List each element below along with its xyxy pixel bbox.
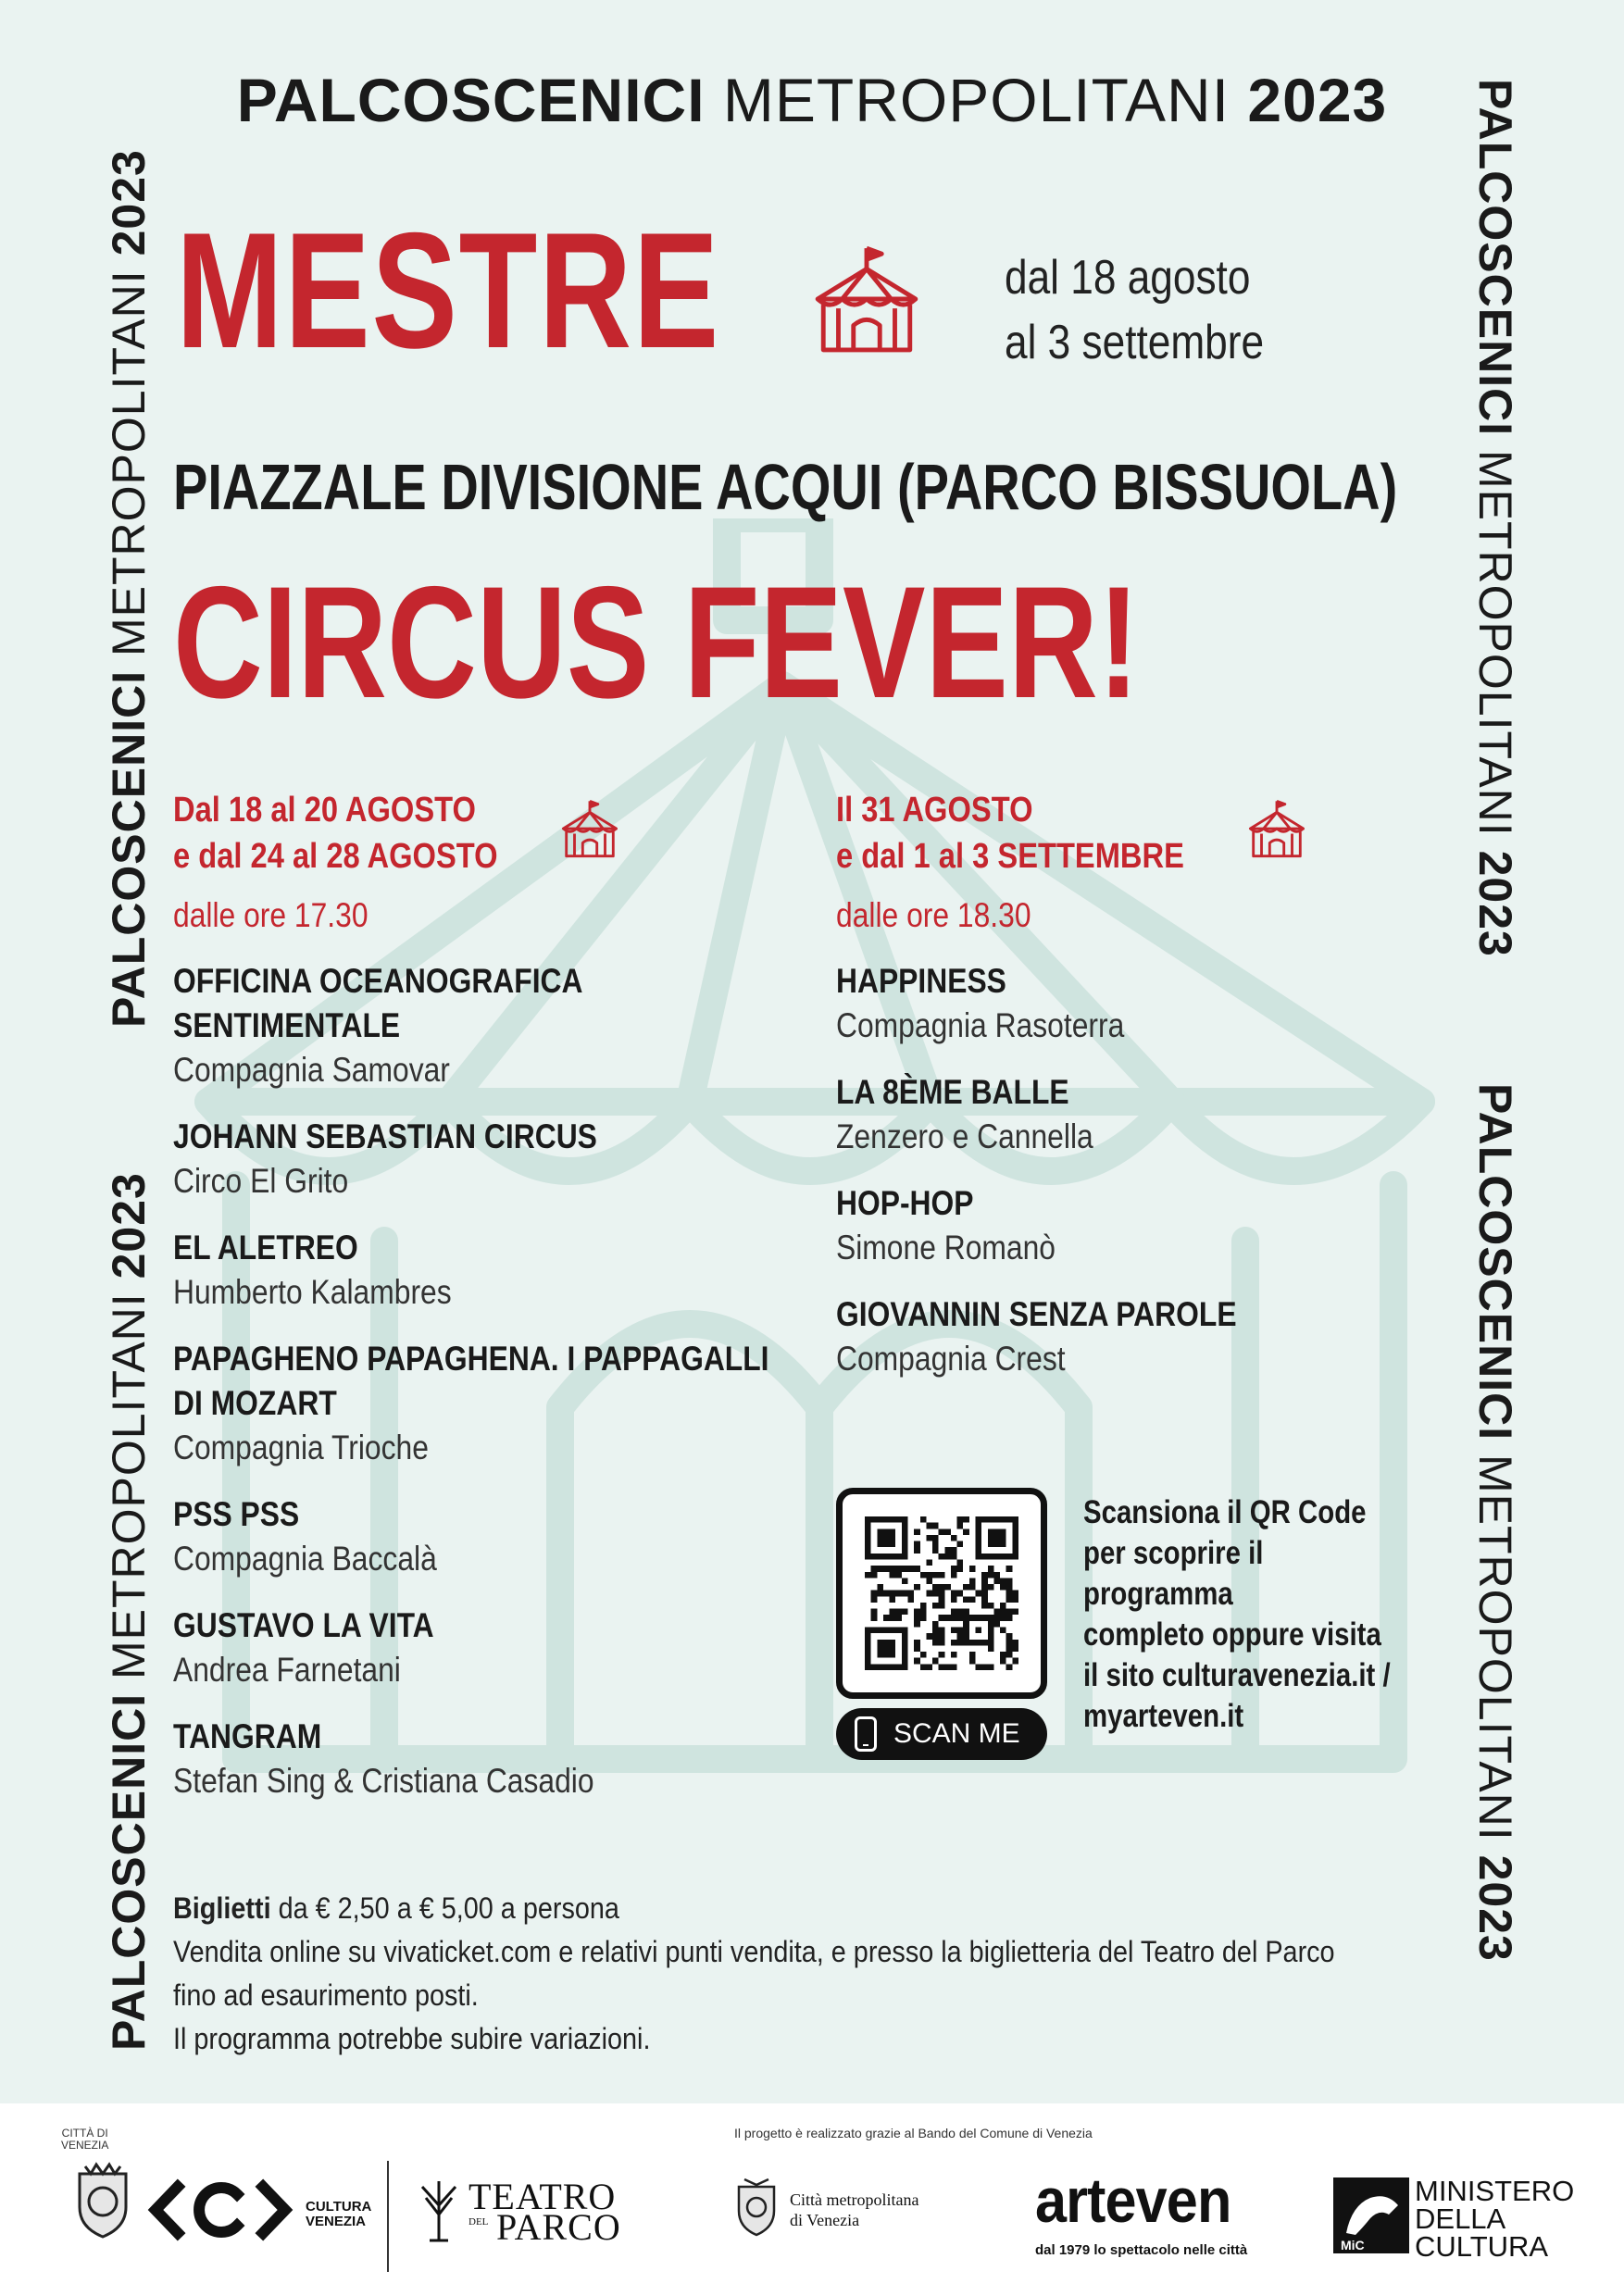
show-title: PSS PSS <box>173 1495 300 1533</box>
show-item <box>836 1292 1429 1381</box>
metro-logo-line2: di Venezia <box>790 2211 860 2229</box>
brand-bold: PALCOSCENICI <box>236 66 706 134</box>
show-company: Compagnia Samovar <box>173 1051 450 1089</box>
sponsor-footer <box>0 2103 1624 2296</box>
show-title: HAPPINESS <box>836 962 1006 1000</box>
show-item <box>173 1603 877 1692</box>
show-title: TANGRAM <box>173 1717 322 1755</box>
venezia-crest-logo <box>72 2161 133 2239</box>
qr-code-icon <box>865 1516 1018 1670</box>
circus-tent-icon <box>559 798 620 859</box>
show-title: GUSTAVO LA VITA <box>173 1606 434 1644</box>
teatro-logo-line1: TEATRO <box>468 2176 617 2217</box>
hours-right: dalle ore 18.30 <box>836 896 1031 934</box>
show-company: Simone Romanò <box>836 1229 1056 1267</box>
footer-note: Il progetto è realizzato grazie al Bando del Comune di Venezia <box>734 2126 1093 2140</box>
svg-text:MiC: MiC <box>1341 2238 1365 2252</box>
show-item <box>836 1070 1429 1159</box>
show-company: Stefan Sing & Cristiana Casadio <box>173 1762 594 1800</box>
circus-tent-icon <box>1246 798 1307 859</box>
program-disclaimer: Il programma potrebbe subire variazioni. <box>173 2022 651 2055</box>
cultura-venezia-logo <box>146 2177 294 2242</box>
ticket-price: da € 2,50 a € 5,00 a persona <box>278 1891 619 1925</box>
show-company: Compagnia Baccalà <box>173 1540 437 1578</box>
show-company: Compagnia Trioche <box>173 1429 429 1466</box>
metro-logo-line1: Città metropolitana <box>790 2190 919 2209</box>
ticket-sales: Vendita online su vivaticket.com e relativi punti vendita, e presso la biglietteria del Teatro del Parco fino ad esaurimento posti. <box>173 1935 1335 2012</box>
show-item <box>173 1115 877 1204</box>
festival-dates: dal 18 agosto al 3 settembre <box>1005 251 1265 369</box>
left-frame-title-1: PALCOSCENICI METROPOLITANI 2023 <box>103 149 155 1028</box>
show-title: JOHANN SEBASTIAN CIRCUS <box>173 1117 597 1155</box>
footer-divider <box>387 2161 389 2272</box>
phone-icon <box>855 1716 877 1752</box>
brand-year: 2023 <box>1247 66 1388 134</box>
teatro-logo-del: DEL <box>468 2216 489 2227</box>
arteven-logo: arteven <box>1035 2165 1231 2236</box>
show-title: HOP-HOP <box>836 1184 974 1222</box>
show-title: EL ALETREO <box>173 1229 358 1267</box>
arteven-tagline: dal 1979 lo spettacolo nelle città <box>1035 2242 1248 2258</box>
show-title: GIOVANNIN SENZA PAROLE <box>836 1295 1237 1333</box>
show-list-right <box>836 959 1429 1381</box>
venue-title: PIAZZALE DIVISIONE ACQUI (PARCO BISSUOLA) <box>173 451 1398 523</box>
show-item <box>173 1492 877 1581</box>
show-title: LA 8ÈME BALLE <box>836 1073 1069 1111</box>
top-frame-title <box>0 65 1624 135</box>
mic-logo <box>1333 2177 1409 2253</box>
teatro-logo-line2: PARCO <box>496 2206 621 2248</box>
scan-me-button[interactable] <box>836 1708 1047 1760</box>
show-item <box>173 1337 877 1470</box>
qr-instructions: Scansiona il QR Code per scoprire il programma completo oppure visita il sito culturavenezia.it / myarteven.it <box>1083 1494 1391 1734</box>
show-title: OFFICINA OCEANOGRAFICA SENTIMENTALE <box>173 962 582 1044</box>
show-item <box>836 1181 1429 1270</box>
show-list-left <box>173 959 877 1803</box>
citta-venezia-label: CITTÀ DI VENEZIA <box>61 2127 109 2152</box>
show-company: Compagnia Crest <box>836 1340 1066 1378</box>
metro-crest-logo <box>735 2174 778 2237</box>
tickets-label: Biglietti <box>173 1891 271 1925</box>
show-title: CIRCUS FEVER! <box>173 554 1140 731</box>
ministero-text: MINISTERO DELLA CULTURA <box>1415 2175 1575 2263</box>
tree-icon <box>417 2177 461 2242</box>
circus-tent-icon <box>810 243 923 356</box>
brand-light: METROPOLITANI <box>722 66 1230 134</box>
show-title: PAPAGHENO PAPAGHENA. I PAPPAGALLI DI MOZART <box>173 1340 769 1422</box>
period-right: Il 31 AGOSTO e dal 1 al 3 SETTEMBRE <box>836 791 1184 876</box>
left-frame-title-2: PALCOSCENICI METROPOLITANI 2023 <box>103 1172 155 2051</box>
schedule-right-column <box>836 787 1429 1381</box>
show-item <box>173 1715 877 1803</box>
show-company: Andrea Farnetani <box>173 1651 401 1689</box>
cultura-venezia-text: CULTURA VENEZIA <box>306 2199 372 2229</box>
qr-code[interactable] <box>836 1488 1047 1699</box>
right-frame-title-2: PALCOSCENICI METROPOLITANI 2023 <box>1469 1083 1521 1962</box>
period-left: Dal 18 al 20 AGOSTO e dal 24 al 28 AGOSTO <box>173 791 498 876</box>
show-item <box>173 1226 877 1315</box>
show-item <box>836 959 1429 1048</box>
show-company: Zenzero e Cannella <box>836 1117 1093 1155</box>
show-item <box>173 959 877 1092</box>
ticket-info <box>173 1887 1356 2061</box>
city-title: MESTRE <box>176 198 720 382</box>
show-company: Circo El Grito <box>173 1162 349 1200</box>
right-frame-title-1: PALCOSCENICI METROPOLITANI 2023 <box>1469 79 1521 957</box>
hours-left: dalle ore 17.30 <box>173 896 369 934</box>
show-company: Humberto Kalambres <box>173 1273 452 1311</box>
show-company: Compagnia Rasoterra <box>836 1006 1125 1044</box>
schedule-left-column <box>173 787 877 1803</box>
scan-me-label: SCAN ME <box>893 1718 1020 1749</box>
